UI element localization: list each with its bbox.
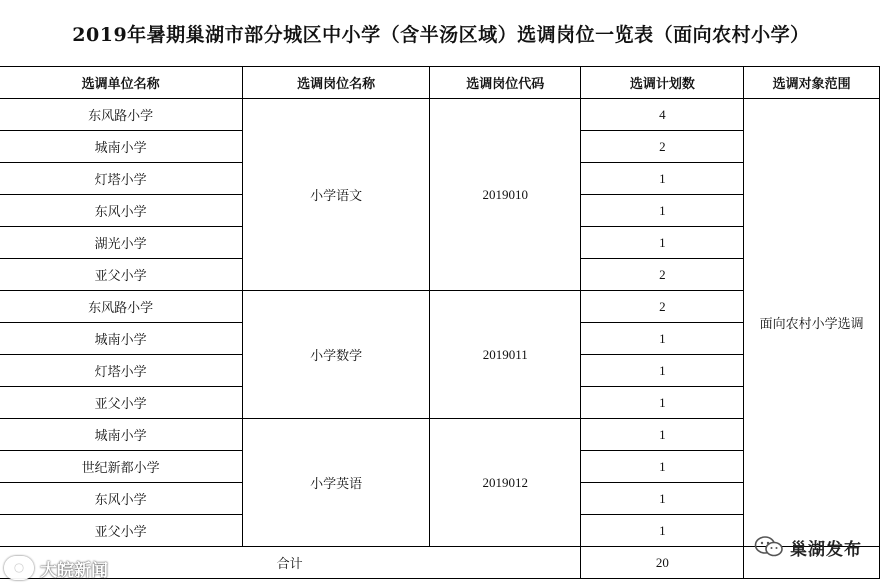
wechat-icon bbox=[754, 535, 784, 559]
unit-cell: 亚父小学 bbox=[0, 515, 243, 547]
unit-cell: 灯塔小学 bbox=[0, 355, 243, 387]
unit-cell: 东风小学 bbox=[0, 483, 243, 515]
post-cell: 小学语文 bbox=[243, 99, 430, 291]
header-scope: 选调对象范围 bbox=[744, 67, 880, 99]
unit-cell: 东风路小学 bbox=[0, 291, 243, 323]
count-cell: 1 bbox=[581, 515, 744, 547]
unit-cell: 世纪新都小学 bbox=[0, 451, 243, 483]
count-cell: 1 bbox=[581, 323, 744, 355]
header-count: 选调计划数 bbox=[581, 67, 744, 99]
count-cell: 1 bbox=[581, 451, 744, 483]
unit-cell: 亚父小学 bbox=[0, 387, 243, 419]
camera-logo-icon bbox=[4, 556, 34, 580]
count-cell: 2 bbox=[581, 131, 744, 163]
document-title: 2019年暑期巢湖市部分城区中小学（含半汤区域）选调岗位一览表（面向农村小学） bbox=[72, 23, 810, 46]
table-row bbox=[0, 99, 880, 131]
positions-table bbox=[0, 66, 880, 579]
watermark-left-text: 大皖新闻 bbox=[40, 560, 108, 581]
count-cell: 1 bbox=[581, 355, 744, 387]
header-unit: 选调单位名称 bbox=[0, 67, 243, 99]
watermark-right bbox=[754, 532, 862, 562]
unit-cell: 灯塔小学 bbox=[0, 163, 243, 195]
watermark-right-text: 巢湖发布 bbox=[790, 539, 862, 560]
code-cell: 2019012 bbox=[430, 419, 581, 547]
unit-cell: 亚父小学 bbox=[0, 259, 243, 291]
count-cell: 2 bbox=[581, 291, 744, 323]
count-cell: 1 bbox=[581, 195, 744, 227]
post-cell: 小学数学 bbox=[243, 291, 430, 419]
total-label: 合计 bbox=[0, 547, 581, 579]
header-code: 选调岗位代码 bbox=[430, 67, 581, 99]
code-cell: 2019010 bbox=[430, 99, 581, 291]
unit-cell: 城南小学 bbox=[0, 131, 243, 163]
unit-cell: 东风小学 bbox=[0, 195, 243, 227]
unit-cell: 湖光小学 bbox=[0, 227, 243, 259]
count-cell: 1 bbox=[581, 483, 744, 515]
header-row bbox=[0, 67, 880, 99]
unit-cell: 城南小学 bbox=[0, 419, 243, 451]
count-cell: 4 bbox=[581, 99, 744, 131]
total-count: 20 bbox=[581, 547, 744, 579]
unit-cell: 城南小学 bbox=[0, 323, 243, 355]
count-cell: 2 bbox=[581, 259, 744, 291]
count-cell: 1 bbox=[581, 163, 744, 195]
watermark-left bbox=[4, 553, 108, 583]
total-row bbox=[0, 547, 880, 579]
unit-cell: 东风路小学 bbox=[0, 99, 243, 131]
post-cell: 小学英语 bbox=[243, 419, 430, 547]
header-post: 选调岗位名称 bbox=[243, 67, 430, 99]
count-cell: 1 bbox=[581, 227, 744, 259]
code-cell: 2019011 bbox=[430, 291, 581, 419]
scope-cell: 面向农村小学选调 bbox=[744, 99, 880, 547]
count-cell: 1 bbox=[581, 387, 744, 419]
count-cell: 1 bbox=[581, 419, 744, 451]
